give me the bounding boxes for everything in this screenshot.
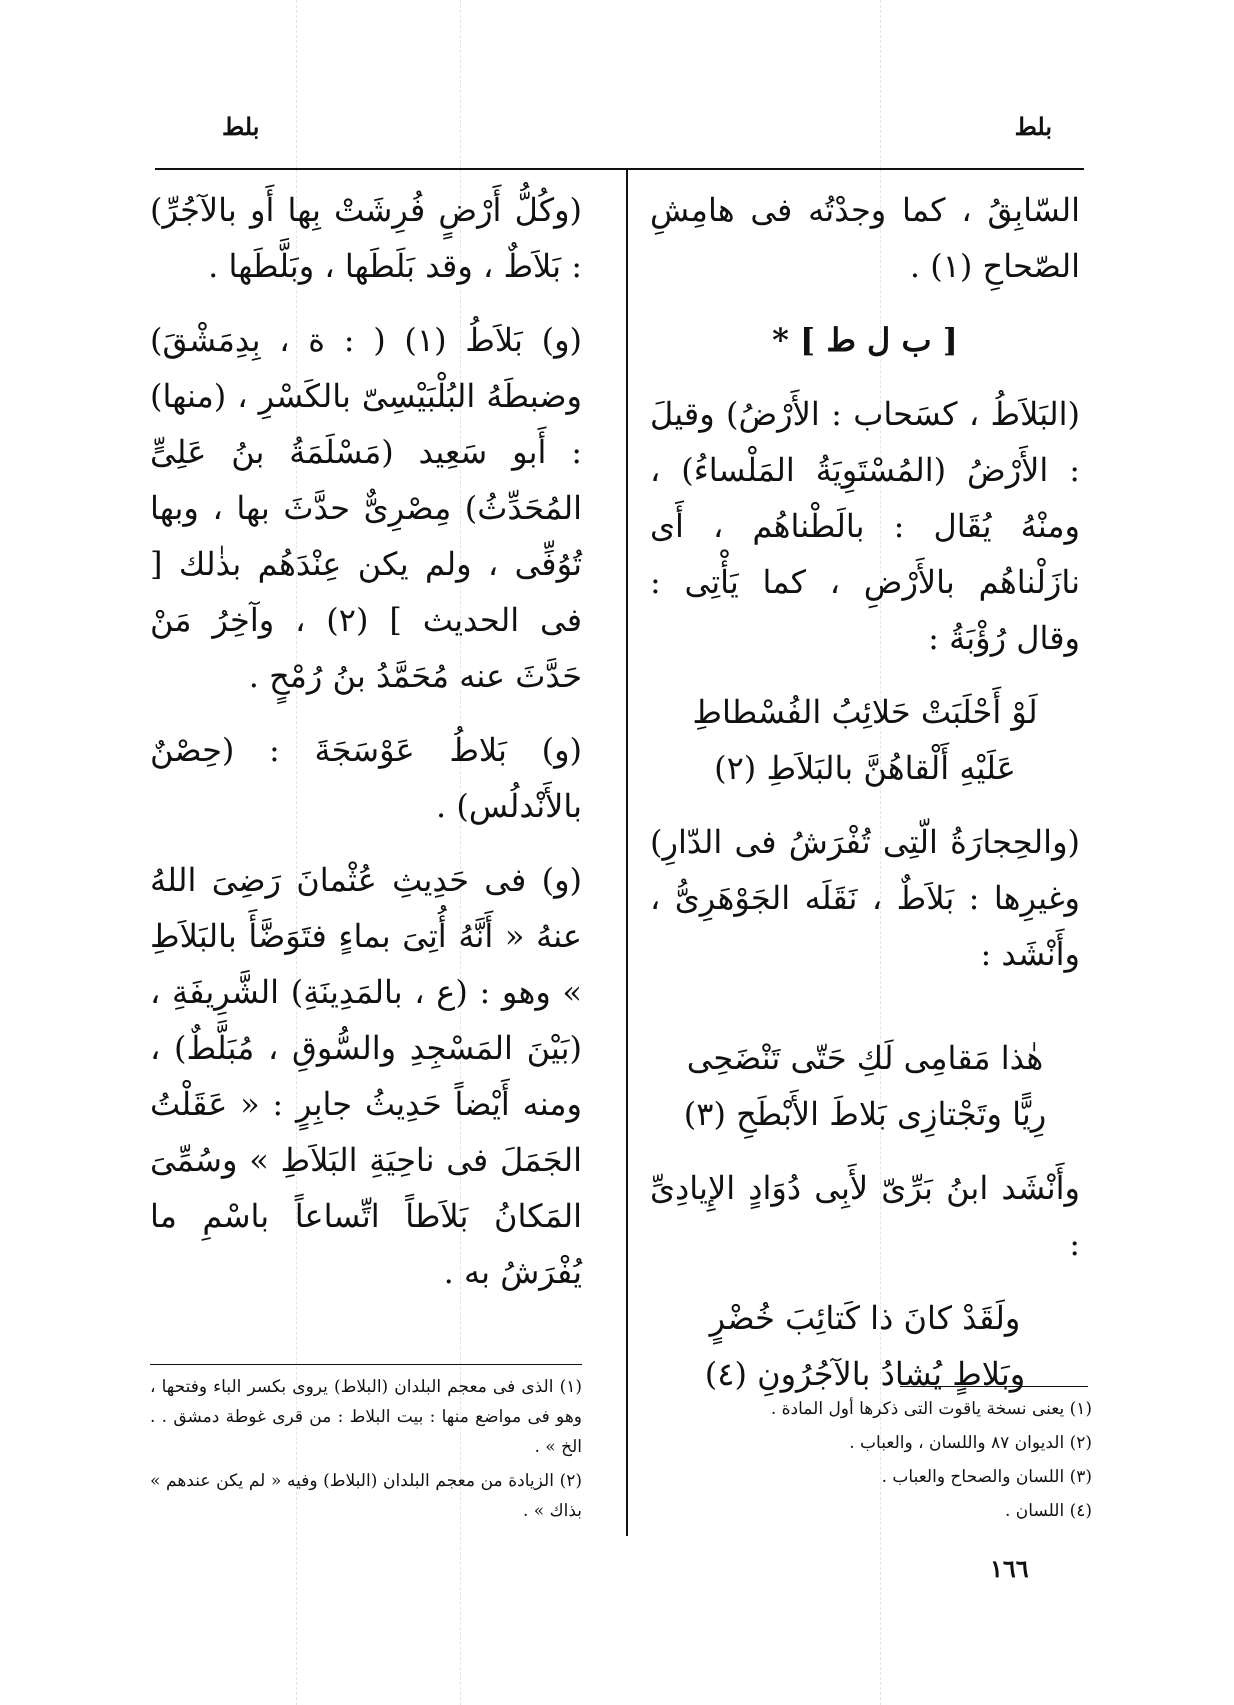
paragraph: (و) فى حَدِيثِ عُثْمانَ رَضِىَ اللهُ عنهُ « أَنَّهُ أُتِىَ بماءٍ فتَوَضَّأَ بالبَلاَطِ » وهو : (ع ، بالمَدِينَةِ) الشَّرِيفَةِ ، (بَيْنَ المَسْجِدِ والسُّوقِ ، مُبَلَّطٌ) ، ومنه أَيْضاً حَدِيثُ جابِرٍ : « عَقَلْتُ الجَمَلَ فى ناحِيَةِ البَلاَطِ » وسُمِّىَ المَكانُ بَلاَطاً اتِّساعاً باسْمِ ما يُفْرَشُ به .: [150, 861, 582, 1291]
column-divider: [626, 168, 628, 1536]
footnote: (٤) اللسان .: [1005, 1501, 1092, 1521]
footnote: (١) يعنى نسخة ياقوت التى ذكرها أول المادة .: [770, 1399, 1092, 1419]
verse-line: ولَقَدْ كانَ ذا كَتائِبَ خُضْرٍ: [709, 1299, 1021, 1337]
verse-line: رِيًّا وتَجْتازِى بَلاطَ الأَبْطَحِ (٣): [683, 1095, 1047, 1133]
footnotes-right: [720, 1394, 1092, 1530]
footnote: (٢) الديوان ٨٧ واللسان ، والعباب .: [849, 1433, 1092, 1453]
footnotes-left: [150, 1372, 582, 1530]
header-rule: [155, 168, 1084, 170]
running-header-left: بلط: [222, 112, 260, 141]
paragraph: (وكُلُّ أَرْضٍ فُرِشَتْ بِها أَو بالآجُرِّ) : بَلاَطٌ ، وقد بَلَطَها ، وبَلَّطَها .: [150, 191, 582, 285]
verse: [650, 1030, 1080, 1142]
right-column: [650, 182, 1080, 1420]
verse-line: لَوْ أَحْلَبَتْ حَلائِبُ الفُسْطاطِ: [692, 693, 1038, 731]
footnote-rule: [900, 1386, 1088, 1387]
paragraph: وأَنْشَد ابنُ بَرِّىّ لأَبِى دُوَادٍ الإِيادِىِّ :: [650, 1169, 1080, 1263]
verse-line: وبَلاطٍ يُشادُ بالآجُرُونِ (٤): [704, 1355, 1026, 1393]
verse-line: هٰذا مَقامِى لَكِ حَتّى تَنْضَحِى: [686, 1039, 1044, 1077]
running-header-right: بلط: [1014, 112, 1052, 141]
page-number: ١٦٦: [990, 1554, 1029, 1583]
paragraph: (والحِجارَةُ الّتِى تُفْرَشُ فى الدّارِ) وغيرِها : بَلاَطٌ ، نَقَلَه الجَوْهَرِىُّ ، وأَنْشَد :: [650, 823, 1080, 973]
footnote-rule: [150, 1364, 582, 1365]
paragraph: (و) بَلاَطُ (١) ( : ة ، بِدِمَشْقَ) وضبطَهُ البُلْبَيْسِىّ بالكَسْرِ ، (منها) : أَبو سَعِيد (مَسْلَمَةُ بنُ عَلِىٍّ المُحَدِّثُ) مِصْرِىٌّ حدَّثَ بها ، وبها تُوُفِّى ، ولم يكن عِنْدَهُم بذٰلك [ فى الحديث ] (٢) ، وآخِرُ مَنْ حَدَّثَ عنه مُحَمَّدُ بنُ رُمْحٍ .: [150, 321, 583, 695]
paragraph: (و) بَلاطُ عَوْسَجَةَ : (حِصْنٌ بالأَنْدلُس) .: [150, 731, 582, 825]
paragraph: السّابِقُ ، كما وجدْتُه فى هامِشِ الصّحاحِ (١) .: [650, 191, 1080, 285]
verse-line: عَلَيْهِ أَلْقاهُنَّ بالبَلاَطِ (٢): [714, 749, 1016, 787]
verse: [650, 684, 1080, 796]
paragraph: (البَلاَطُ ، كسَحاب : الأَرْضُ) وقيلَ : الأَرْضُ (المُسْتَوِيَةُ المَلْساءُ) ، ومنْهُ يُقَال : بالَطْناهُم ، أَى نازَلْناهُم بالأَرْضِ ، كما يَأْتِى : وقال رُؤْبَةُ :: [650, 395, 1080, 657]
footnote: (١) الذى فى معجم البلدان (البلاط) يروى بكسر الباء وفتحها ، وهو فى مواضع منها : بيت البلاط : من قرى غوطة دمشق . . الخ » .: [150, 1377, 582, 1457]
entry-heading: [ ب ل ط ] *: [772, 321, 958, 359]
left-column: [150, 182, 582, 1318]
footnote: (٢) الزيادة من معجم البلدان (البلاط) وفيه « لم يكن عندهم » بذاك » .: [150, 1471, 582, 1521]
footnote: (٣) اللسان والصحاح والعباب .: [881, 1467, 1092, 1487]
